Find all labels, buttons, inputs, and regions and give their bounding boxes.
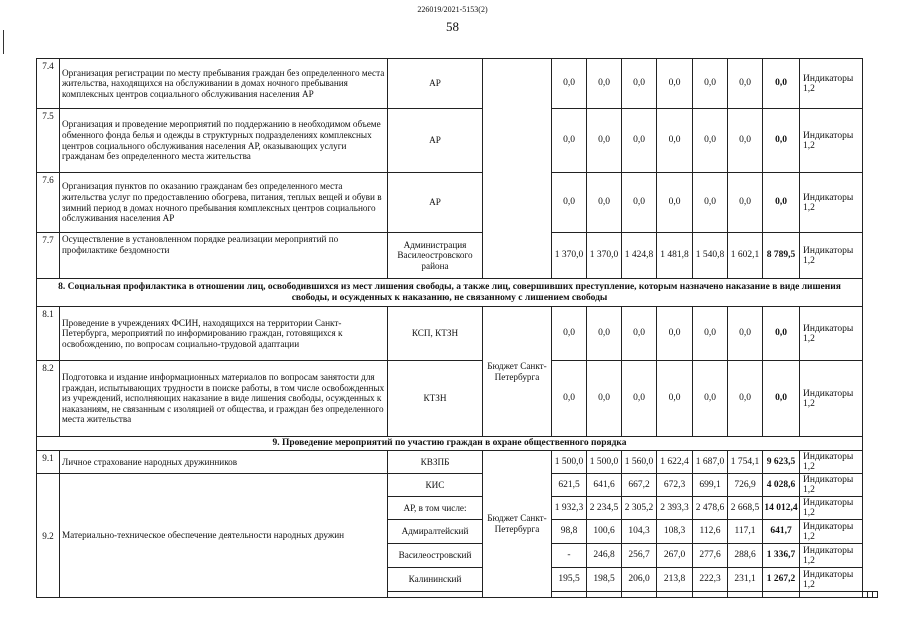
indicator-cell: Индикаторы 1,2 [800, 520, 863, 544]
value-cell: 0,0 [657, 173, 693, 233]
value-cell: 0,0 [728, 109, 763, 173]
value-cell: 0,0 [622, 173, 657, 233]
indicator-cell: Индикаторы 1,2 [800, 109, 863, 173]
row-number: 7.4 [37, 59, 60, 109]
section-title: 9. Проведение мероприятий по участию граждан в охране общественного порядка [37, 437, 863, 451]
value-cell: 0,0 [728, 173, 763, 233]
value-cell: 0,0 [622, 109, 657, 173]
measure-name: Проведение в учреждениях ФСИН, находящихся на территории Санкт-Петербурга, мероприятий по информированию граждан, готовящихся к освобождению, по вопросам социально-трудовой адаптации [60, 307, 388, 361]
value-cell: 1 540,8 [693, 233, 728, 279]
funding-source: Бюджет Санкт-Петербурга [483, 307, 552, 437]
indicator-cell: Индикаторы 1,2 [800, 451, 863, 474]
row-number: 7.5 [37, 109, 60, 173]
value-cell: 0,0 [622, 307, 657, 361]
value-cell: 0,0 [587, 361, 622, 437]
document-id: 226019/2021-5153(2) [417, 5, 488, 14]
value-cell: 0,0 [693, 307, 728, 361]
value-cell: 98,8 [552, 520, 587, 544]
measure-name: Организация регистрации по месту пребывания граждан без определенного места жительства, находящихся на обслуживании в домах ночного пребывания комплексных центров социального обслуживания населения АР [60, 59, 388, 109]
value-cell: 0,0 [587, 59, 622, 109]
value-cell: 2 668,5 [728, 497, 763, 520]
value-cell: 726,9 [728, 474, 763, 497]
measure-name: Осуществление в установленном порядке реализации мероприятий по профилактике бездомности [60, 233, 388, 279]
executor: Василеостровский [388, 544, 483, 568]
indicator-cell: Индикаторы 1,2 [800, 497, 863, 520]
value-cell: 1 481,8 [657, 233, 693, 279]
value-cell: 667,2 [622, 474, 657, 497]
value-cell: 195,5 [552, 568, 587, 592]
row-number: 9.1 [37, 451, 60, 474]
value-cell: 0,0 [728, 361, 763, 437]
value-cell: 206,0 [622, 568, 657, 592]
measure-name: Материально-техническое обеспечение деятельности народных дружин [60, 474, 388, 598]
executor: КСП, КТЗН [388, 307, 483, 361]
value-cell: 0,0 [728, 307, 763, 361]
value-cell: 1 500,0 [587, 451, 622, 474]
value-cell: 672,3 [657, 474, 693, 497]
value-cell: 2 234,5 [587, 497, 622, 520]
table-row [37, 59, 878, 109]
value-cell: 0,0 [693, 361, 728, 437]
table-row [37, 307, 878, 361]
value-cell: 1 424,8 [622, 233, 657, 279]
value-cell: 112,6 [693, 520, 728, 544]
page-number: 58 [446, 19, 459, 34]
value-cell: - [552, 544, 587, 568]
value-cell: 0,0 [587, 173, 622, 233]
value-cell: 1 370,0 [552, 233, 587, 279]
total-cell: 1 267,2 [763, 568, 800, 592]
value-cell: 0,0 [552, 361, 587, 437]
indicator-cell: Индикаторы 1,2 [800, 544, 863, 568]
indicator-cell: Индикаторы 1,2 [800, 173, 863, 233]
value-cell: 1 754,1 [728, 451, 763, 474]
value-cell: 117,1 [728, 520, 763, 544]
value-cell: 277,6 [693, 544, 728, 568]
total-cell: 0,0 [763, 109, 800, 173]
total-cell: 8 789,5 [763, 233, 800, 279]
value-cell: 0,0 [587, 109, 622, 173]
table-row [37, 474, 878, 497]
value-cell: 1 560,0 [622, 451, 657, 474]
funding-source [483, 59, 552, 279]
value-cell: 0,0 [657, 109, 693, 173]
value-cell: 108,3 [657, 520, 693, 544]
indicator-cell: Индикаторы 1,2 [800, 361, 863, 437]
value-cell: 0,0 [587, 307, 622, 361]
measure-name: Личное страхование народных дружинников [60, 451, 388, 474]
section-row [37, 279, 878, 307]
executor: КВЗПБ [388, 451, 483, 474]
value-cell: 0,0 [693, 109, 728, 173]
table-row [37, 233, 878, 279]
table-row [37, 361, 878, 437]
total-cell: 0,0 [763, 59, 800, 109]
value-cell: 288,6 [728, 544, 763, 568]
executor: КИС [388, 474, 483, 497]
table-row [37, 451, 878, 474]
value-cell: 0,0 [657, 307, 693, 361]
indicator-cell: Индикаторы 1,2 [800, 474, 863, 497]
row-number: 8.2 [37, 361, 60, 437]
value-cell: 256,7 [622, 544, 657, 568]
value-cell: 1 932,3 [552, 497, 587, 520]
value-cell: 222,3 [693, 568, 728, 592]
row-number: 7.7 [37, 233, 60, 279]
value-cell: 198,5 [587, 568, 622, 592]
indicator-cell: Индикаторы 1,2 [800, 59, 863, 109]
value-cell: 0,0 [657, 361, 693, 437]
value-cell: 246,8 [587, 544, 622, 568]
value-cell: 0,0 [693, 59, 728, 109]
value-cell: 621,5 [552, 474, 587, 497]
value-cell: 0,0 [552, 109, 587, 173]
value-cell: 1 622,4 [657, 451, 693, 474]
value-cell: 0,0 [552, 173, 587, 233]
total-cell: 0,0 [763, 173, 800, 233]
executor: Калининский [388, 568, 483, 592]
total-cell: 4 028,6 [763, 474, 800, 497]
measure-name: Организация пунктов по оказанию гражданам без определенного места жительства услуг по предоставлению обогрева, питания, теплых вещей и обуви в зимний период в домах ночного пребывания комплексных центров социального обслуживания населения АР [60, 173, 388, 233]
executor: КТЗН [388, 361, 483, 437]
value-cell: 0,0 [552, 59, 587, 109]
total-cell: 14 012,4 [763, 497, 800, 520]
measure-name: Подготовка и издание информационных материалов по вопросам занятости для граждан, испытывающих трудности в поиске работы, в том числе освобожденных из учреждений, исполняющих наказание в виде лишения свободы, осужденных к наказаниям, не связанным с изоляцией от общества, и граждан без определенного места жительства [60, 361, 388, 437]
value-cell: 0,0 [693, 173, 728, 233]
measure-name: Организация и проведение мероприятий по поддержанию в необходимом объеме обменного фонда белья и одежды в структурных подразделениях комплексных центров социального обслуживания населения АР, оказывающих услуги гражданам без определенного места жительства [60, 109, 388, 173]
value-cell: 1 500,0 [552, 451, 587, 474]
value-cell: 0,0 [657, 59, 693, 109]
value-cell: 104,3 [622, 520, 657, 544]
total-cell: 0,0 [763, 307, 800, 361]
value-cell: 231,1 [728, 568, 763, 592]
executor: Администрация Василеостровского района [388, 233, 483, 279]
table-row [37, 173, 878, 233]
program-table [36, 58, 878, 598]
value-cell: 267,0 [657, 544, 693, 568]
value-cell: 0,0 [728, 59, 763, 109]
total-cell: 641,7 [763, 520, 800, 544]
executor: АР [388, 59, 483, 109]
total-cell: 0,0 [763, 361, 800, 437]
total-cell: 1 336,7 [763, 544, 800, 568]
funding-source: Бюджет Санкт-Петербурга [483, 451, 552, 598]
value-cell: 1 687,0 [693, 451, 728, 474]
margin-mark [3, 30, 4, 54]
table-row [37, 109, 878, 173]
indicator-cell: Индикаторы 1,2 [800, 307, 863, 361]
value-cell: 0,0 [622, 59, 657, 109]
row-number: 9.2 [37, 474, 60, 598]
executor: АР [388, 109, 483, 173]
section-title: 8. Социальная профилактика в отношении лиц, освободившихся из мест лишения свободы, а также лиц, совершивших преступление, которым назначено наказание в виде лишения свободы, и осужденных к наказанию, не связанному с лишением свободы [37, 279, 863, 307]
value-cell: 2 305,2 [622, 497, 657, 520]
total-cell: 9 623,5 [763, 451, 800, 474]
executor: Адмиралтейский [388, 520, 483, 544]
indicator-cell: Индикаторы 1,2 [800, 233, 863, 279]
value-cell: 1 370,0 [587, 233, 622, 279]
value-cell: 213,8 [657, 568, 693, 592]
row-number: 8.1 [37, 307, 60, 361]
value-cell: 641,6 [587, 474, 622, 497]
section-row [37, 437, 878, 451]
executor: АР [388, 173, 483, 233]
value-cell: 1 602,1 [728, 233, 763, 279]
value-cell: 100,6 [587, 520, 622, 544]
row-number: 7.6 [37, 173, 60, 233]
executor: АР, в том числе: [388, 497, 483, 520]
value-cell: 0,0 [622, 361, 657, 437]
value-cell: 2 478,6 [693, 497, 728, 520]
value-cell: 2 393,3 [657, 497, 693, 520]
value-cell: 699,1 [693, 474, 728, 497]
indicator-cell: Индикаторы 1,2 [800, 568, 863, 592]
value-cell: 0,0 [552, 307, 587, 361]
